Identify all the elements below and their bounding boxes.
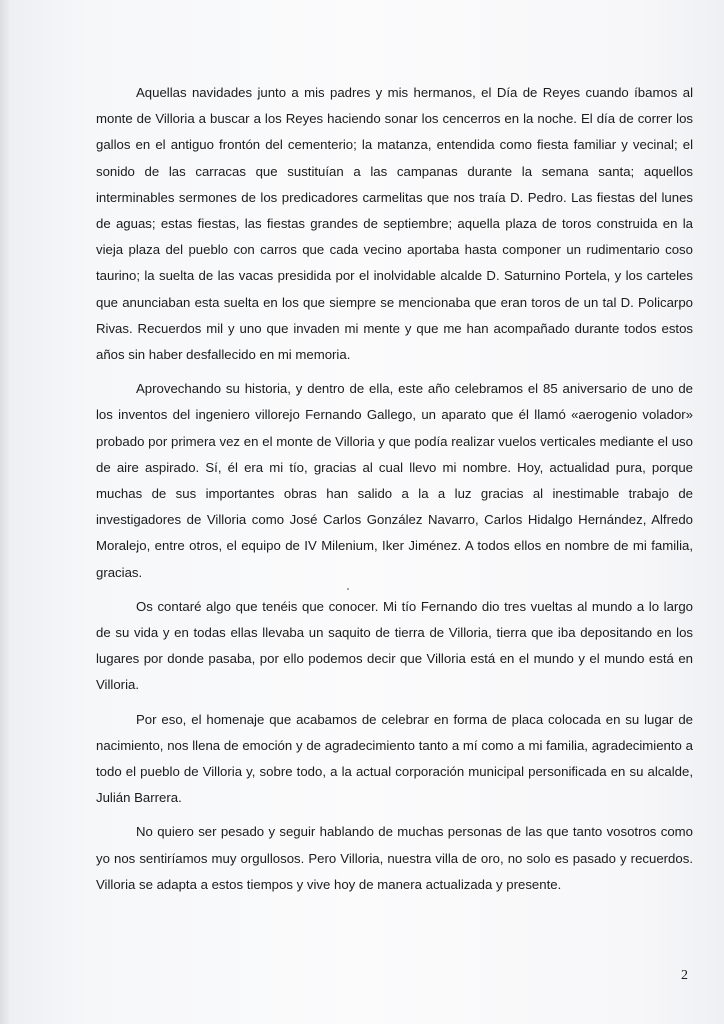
paper-speck xyxy=(347,588,349,590)
document-body xyxy=(96,80,693,906)
paragraph-anniversary: Aprovechando su historia, y dentro de ella, este año celebramos el 85 aniversario de uno de los inventos del ingeniero villorejo Fernando Gallego, un aparato que él llamó «aerogenio volador» probado por primera vez en el monte de Villoria y que podía realizar vuelos verticales mediante el uso de aire aspirado. Sí, él era mi tío, gracias al cual llevo mi nombre. Hoy, actualidad pura, porque muchas de sus importantes obras han salido a la a luz gracias al inestimable trabajo de investigadores de Villoria como José Carlos González Navarro, Carlos Hidalgo Hernández, Alfredo Moralejo, entre otros, el equipo de IV Milenium, Iker Jiménez. A todos ellos en nombre de mi familia, gracias. xyxy=(96,381,693,580)
paragraph-world-trips: Os contaré algo que tenéis que conocer. Mi tío Fernando dio tres vueltas al mundo a lo largo de su vida y en todas ellas llevaba un saquito de tierra de Villoria, tierra que iba depositando en los lugares por donde pasaba, por ello podemos decir que Villoria está en el mundo y el mundo está en Villoria. xyxy=(96,598,693,693)
paragraph-homage: Por eso, el homenaje que acabamos de celebrar en forma de placa colocada en su lugar de nacimiento, nos llena de emoción y de agradecimiento tanto a mí como a mi familia, agradecimiento a todo el pueblo de Villoria y, sobre todo, a la actual corporación municipal personificada en su alcalde, Julián Barrera. xyxy=(96,711,693,806)
page-edge-shadow xyxy=(0,0,10,1024)
paragraph-present: No quiero ser pesado y seguir hablando de muchas personas de las que tanto vosotros como yo nos sentiríamos muy orgullosos. Pero Villoria, nuestra villa de oro, no solo es pasado y recuerdos. Villoria se adapta a estos tiempos y vive hoy de manera actualizada y presente. xyxy=(96,824,693,892)
page-number: 2 xyxy=(681,968,688,983)
paragraph-memories: Aquellas navidades junto a mis padres y mis hermanos, el Día de Reyes cuando íbamos al monte de Villoria a buscar a los Reyes haciendo sonar los cencerros en la noche. El día de correr los gallos en el antiguo frontón del cementerio; la matanza, entendida como fiesta familiar y vecinal; el sonido de las carracas que sustituían a las campanas durante la semana santa; aquellos interminables sermones de los predicadores carmelitas que nos traía D. Pedro. Las fiestas del lunes de aguas; estas fiestas, las fiestas grandes de septiembre; aquella plaza de toros construida en la vieja plaza del pueblo con carros que cada vecino aportaba hasta componer un rudimentario coso taurino; la suelta de las vacas presidida por el inolvidable alcalde D. Saturnino Portela, y los carteles que anunciaban esta suelta en los que siempre se mencionaba que eran toros de un tal D. Policarpo Rivas. Recuerdos mil y uno que invaden mi mente y que me han acompañado durante todos estos años sin haber desfallecido en mi memoria. xyxy=(96,85,693,363)
